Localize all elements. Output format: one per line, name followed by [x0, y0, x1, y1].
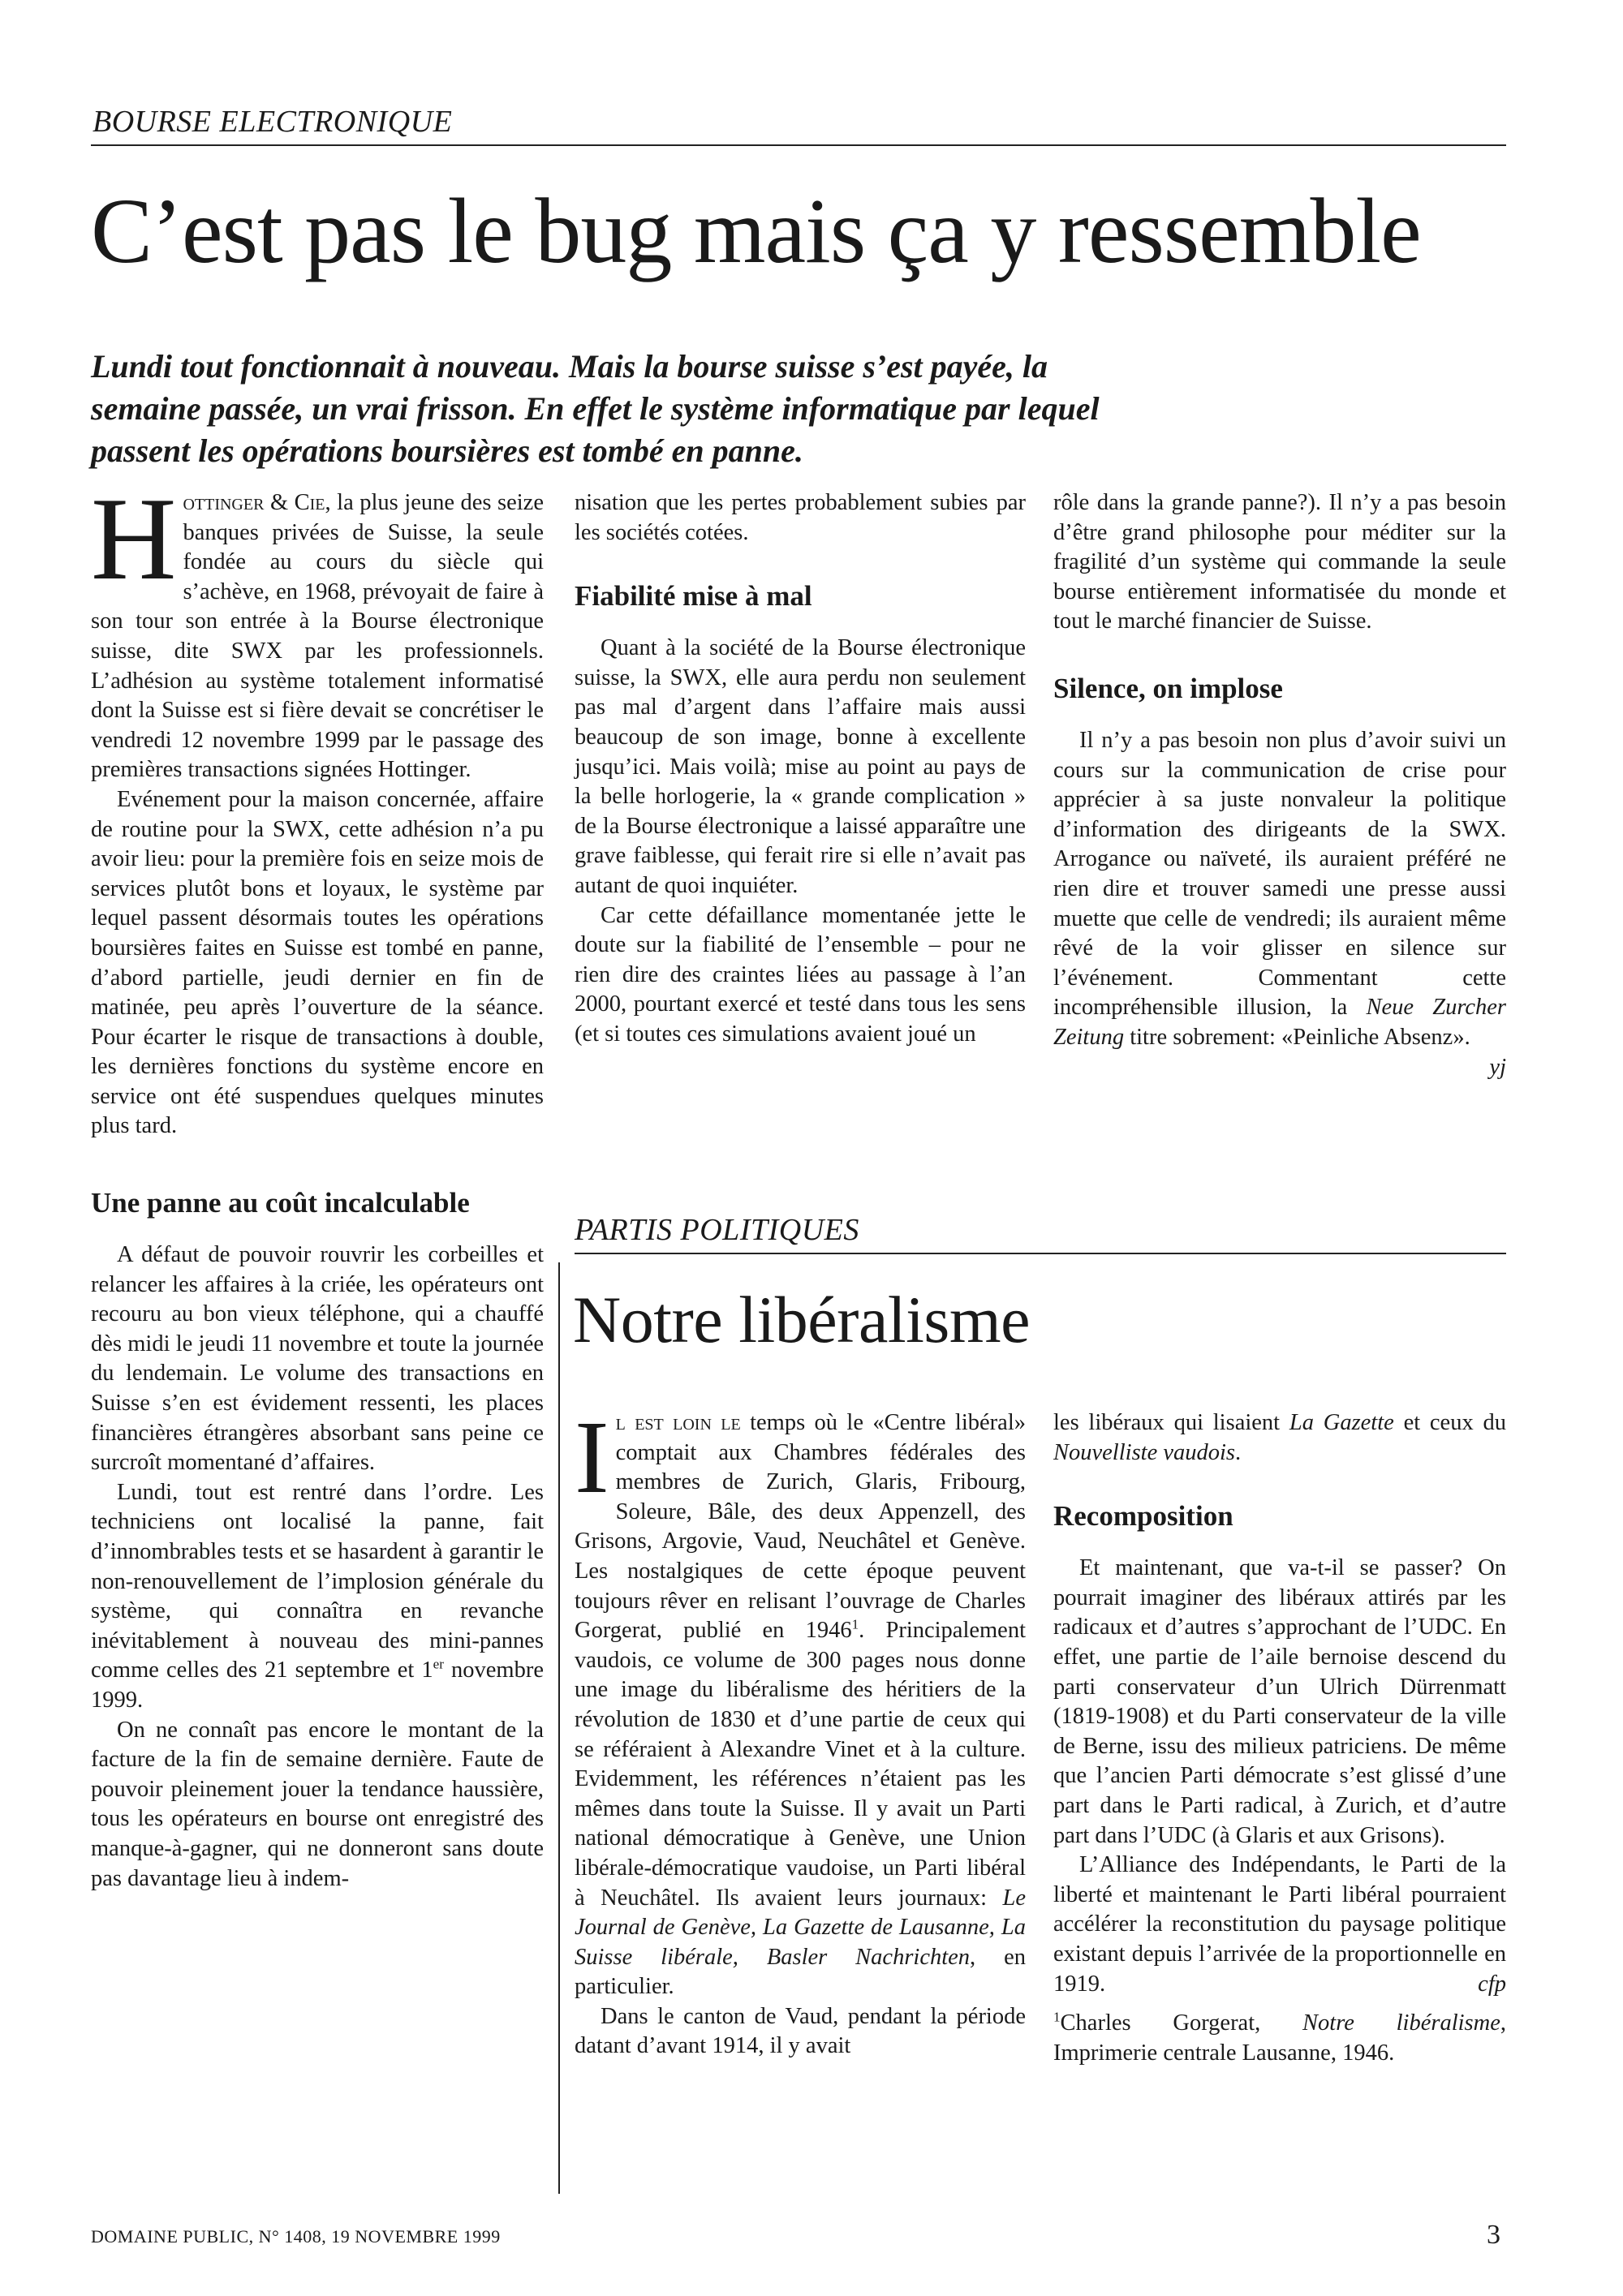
footnote-number: 1 [1053, 2009, 1061, 2025]
paragraph-text: , la plus jeune des seize banques privées de Suisse, la seule fondée au cours du siècle qui s’achève, en 1968, prévoyait de faire à son tour son entrée à la Bourse électronique suisse, dite SWX par les professionnels. L’adhésion au système totalement informatisé dont la Suisse est si fière devait se concrétiser le vendredi 12 novembre 1999 par le passage des premières transactions signées Hottinger. [91, 490, 544, 783]
footnote [1053, 2009, 1506, 2068]
subheading: Silence, on implose [1053, 672, 1283, 704]
paragraph [1053, 726, 1506, 1080]
paragraph-text: . [1235, 1439, 1242, 1465]
drop-cap: I [575, 1400, 609, 1515]
publication-name: Nouvelliste vaudois [1053, 1439, 1236, 1465]
paragraph-text: titre sobrement: «Peinliche Absenz». [1124, 1024, 1470, 1050]
author-signature: yj [1489, 1054, 1506, 1080]
page-number: 3 [1487, 2220, 1500, 2250]
page-title: C’est pas le bug mais ça y ressemble [91, 179, 1421, 282]
author-signature: cfp [1478, 1971, 1506, 1997]
section-rule [575, 1253, 1506, 1254]
paragraph [575, 1400, 1027, 2002]
article-lede [91, 346, 1422, 472]
paragraph [1053, 1851, 1506, 1999]
footer-publication: DOMAINE PUBLIC, N° 1408, 19 NOVEMBRE 1999 [91, 2226, 501, 2247]
publication-name: Neue Zurcher Zeitung [1053, 995, 1506, 1050]
article-column-5 [1053, 1408, 1506, 2068]
section-kicker-2: PARTIS POLITIQUES [575, 1213, 859, 1247]
paragraph-text: les libéraux qui lisaient [1053, 1410, 1289, 1435]
paragraph-text: Il n’y a pas besoin non plus d’avoir suivi un cours sur la communication de crise pour apprécier à sa juste nonvaleur la politique d’information des dirigeants de la SWX. Arrogance ou naïveté, ils auraient préféré ne rien dire et trouver samedi une presse aussi muette que celle de vendredi; ils auraient même rêvé de la voir glisser en silence sur l’événement. Commentant cette incompréhensible illusion, la [1053, 727, 1506, 1021]
lede-line: passent les opérations boursières est tombé en panne. [91, 432, 803, 469]
paragraph-text: novembre 1999. [91, 1658, 544, 1713]
paragraph: rôle dans la grande panne?). Il n’y a pas besoin d’être grand philosophe pour méditer sur la fragilité d’un système qui commande la seule bourse entièrement informatisée du monde et tout le marché financier de Suisse. [1053, 490, 1506, 634]
paragraph: On ne connaît pas encore le montant de la facture de la fin de semaine dernière. Faute de pouvoir pleinement jouer la tendance haussière, tous les opérateurs en bourse ont enregistré des manque-à-gagner, qui ne donneront sans doute pas davantage lieu à indem- [91, 1717, 544, 1891]
paragraph: nisation que les pertes probablement subies par les sociétés cotées. [575, 490, 1026, 545]
footnote-ref: 1 [851, 1616, 859, 1632]
footnote-text: , Imprimerie centrale Lausanne, 1946. [1053, 2010, 1506, 2066]
article-column-3 [1053, 488, 1506, 1082]
article-column-1 [91, 473, 544, 1894]
top-rule [91, 144, 1506, 146]
drop-cap: H [91, 473, 177, 604]
paragraph: Quant à la société de la Bourse électronique suisse, la SWX, elle aura perdu non seulement pas mal d’argent dans l’affaire mais aussi beaucoup de son image, bonne à excellente jusqu’ici. Mais voilà; mise au point au pays de la belle horlogerie, la « grande complication » de la Bourse électronique a laissé apparaître une grave faiblesse, qui ferait rire si elle n’avait pas autant de quoi inquiéter. [575, 635, 1026, 898]
column-rule [558, 1262, 560, 2194]
lead-in: l est loin le [615, 1410, 741, 1435]
footnote-text: Charles Gorgerat, [1060, 2010, 1303, 2036]
paragraph [1053, 1408, 1506, 1468]
paragraph: Et maintenant, que va-t-il se passer? On pourrait imaginer des libéraux attirés par les radicaux et d’autres s’approchant de l’UDC. En effet, une partie de l’aile bernoise descend du parti conservateur d’un Ulrich Dürrenmatt (1819-1908) et du Parti conservateur de la ville de Berne, issu des milieux patriciens. De même que l’ancien Parti démocrate s’est glissé d’une part dans le Parti radical, à Zurich, et d’autre part dans l’UDC (à Glaris et aux Grisons). [1053, 1555, 1506, 1848]
article-column-2 [575, 488, 1026, 1050]
paragraph-text: , en particulier. [575, 1944, 1026, 2000]
paragraph: Evénement pour la maison concernée, affaire de routine pour la SWX, cette adhésion n’a pu avoir lieu: pour la première fois en seize mois de services plutôt bons et loyaux, le système par lequel passent désormais toutes les opérations boursières faites en Suisse est tombé en panne, d’abord partielle, jeudi dernier en fin de matinée, peu après l’ouverture de la séance. Pour écarter le risque de transactions à double, les dernières fonctions du système encore en service ont été suspendues quelques minutes plus tard. [91, 786, 544, 1139]
paragraph-text: L’Alliance des Indépendants, le Parti de la liberté et maintenant le Parti libéral pourraient accélérer la reconstitution du paysage politique existant depuis l’arrivée de la proportionnelle en 1919. [1053, 1852, 1506, 1997]
section-title: Notre libéralisme [573, 1283, 1031, 1357]
book-title: Notre libéralisme [1302, 2010, 1500, 2036]
paragraph [91, 473, 544, 785]
paragraph: Dans le canton de Vaud, pendant la période datant d’avant 1914, il y avait [575, 2003, 1026, 2059]
publication-names: Le Journal de Genève, La Gazette de Lausanne, La Suisse libérale, Basler Nachrichten [575, 1885, 1026, 1970]
paragraph: Car cette défaillance momentanée jette le doute sur la fiabilité de l’ensemble – pour ne rien dire des craintes liées au passage à l’an 2000, pourtant exercé et testé dans tous les sens (et si toutes ces simulations avaient joué un [575, 902, 1026, 1047]
paragraph-text: temps où le «Centre libéral» comptait aux Chambres fédérales des membres de Zurich, Glaris, Fribourg, Soleure, Bâle, des deux Appenzell, des Grisons, Argovie, Vaud, Neuchâtel et Genève. Les nostalgiques de cette époque peuvent toujours rêver en relisant l’ouvrage de Charles Gorgerat, publié en 1946 [575, 1410, 1026, 1644]
article-column-4 [575, 1400, 1027, 2062]
section-kicker: BOURSE ELECTRONIQUE [93, 105, 453, 139]
lead-in: ottinger & Cie [183, 490, 325, 515]
paragraph-text: et ceux du [1393, 1410, 1506, 1435]
paragraph-text: . Principalement vaudois, ce volume de 300 pages nous donne une image du libéralisme des héritiers de la révolution de 1830 et d’une partie de ceux qui se référaient à Alexandre Vinet et à la culture. Evidemment, les références n’étaient pas les mêmes dans toute la Suisse. Il y avait un Parti national démocratique à Genève, une Union libérale-démocratique vaudoise, un Parti libéral à Neuchâtel. Ils avaient leurs journaux: [575, 1618, 1027, 1911]
subheading: Une panne au coût incalculable [91, 1187, 470, 1219]
superscript: er [433, 1656, 444, 1672]
subheading: Fiabilité mise à mal [575, 580, 812, 613]
subheading: Recomposition [1053, 1500, 1233, 1533]
paragraph-text: Lundi, tout est rentré dans l’ordre. Les techniciens ont localisé la panne, fait d’innombrables tests et se hasardent à garantir le non-renouvellement de l’implosion générale du système, qui connaîtra en revanche inévitablement à nouveau des mini-pannes comme celles des 21 septembre et 1 [91, 1479, 544, 1683]
paragraph [91, 1478, 544, 1716]
publication-name: La Gazette [1289, 1410, 1394, 1435]
paragraph: A défaut de pouvoir rouvrir les corbeilles et relancer les affaires à la criée, les opérateurs ont recouru au bon vieux téléphone, qui a chauffé dès midi le jeudi 11 novembre et toute la journée du lendemain. Le volume des transactions en Suisse s’en est évidement ressenti, les places financières étrangères absorbant sans peine ce surcroît momentané d’affaires. [91, 1242, 544, 1476]
lede-line: semaine passée, un vrai frisson. En effet le système informatique par lequel [91, 390, 1100, 427]
lede-line: Lundi tout fonctionnait à nouveau. Mais la bourse suisse s’est payée, la [91, 348, 1048, 385]
